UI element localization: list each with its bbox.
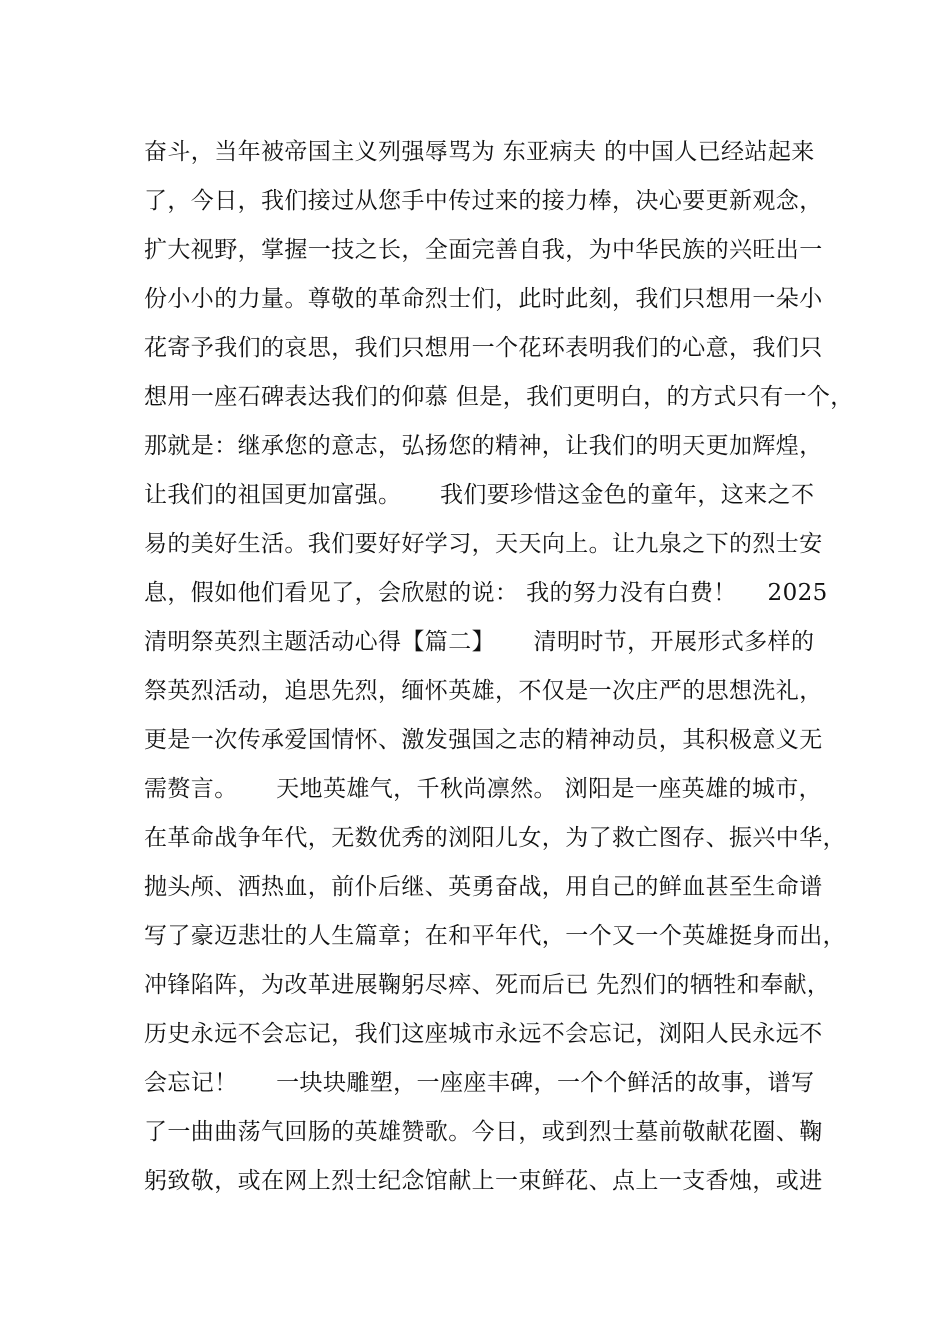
body-text — [144, 133, 854, 1211]
text-line: 在革命战争年代，无数优秀的浏阳儿女，为了救亡图存、振兴中华， — [144, 825, 846, 851]
text-line: 了一曲曲荡气回肠的英雄赞歌。今日，或到烈士墓前敬献花圈、鞠 — [144, 1119, 823, 1145]
text-line: 写了豪迈悲壮的人生篇章；在和平年代，一个又一个英雄挺身而出， — [144, 923, 846, 949]
text-line: 易的美好生活。我们要好好学习，天天向上。让九泉之下的烈士安 — [144, 531, 823, 557]
section-heading-line: 清明祭英烈主题活动心得【篇二】 清明时节，开展形式多样的 — [144, 629, 815, 655]
text-line: 让我们的祖国更加富强。 我们要珍惜这金色的童年，这来之不 — [144, 482, 815, 508]
text-line: 花寄予我们的哀思，我们只想用一个花环表明我们的心意，我们只 — [144, 335, 823, 361]
text-line: 躬致敬，或在网上烈士纪念馆献上一束鲜花、点上一支香烛，或进 — [144, 1168, 823, 1194]
text-line: 祭英烈活动，追思先烈，缅怀英雄，不仅是一次庄严的思想洗礼， — [144, 678, 823, 704]
text-line: 冲锋陷阵，为改革进展鞠躬尽瘁、死而后已 先烈们的牺牲和奉献， — [144, 972, 831, 998]
text-line: 更是一次传承爱国情怀、激发强国之志的精神动员，其积极意义无 — [144, 727, 823, 753]
text-line: 奋斗，当年被帝国主义列强辱骂为 东亚病夫 的中国人已经站起来 — [144, 139, 815, 165]
text-line: 息，假如他们看见了，会欣慰的说： 我的努力没有白费！ 2025 — [144, 580, 828, 606]
text-line: 想用一座石碑表达我们的仰慕 但是，我们更明白，的方式只有一个， — [144, 384, 854, 410]
text-line: 需赘言。 天地英雄气，千秋尚凛然。 浏阳是一座英雄的城市， — [144, 776, 823, 802]
text-line: 那就是：继承您的意志，弘扬您的精神，让我们的明天更加辉煌， — [144, 433, 823, 459]
text-line: 历史永远不会忘记，我们这座城市永远不会忘记，浏阳人民永远不 — [144, 1021, 823, 1047]
text-line: 了，今日，我们接过从您手中传过来的接力棒，决心要更新观念， — [144, 188, 823, 214]
text-line: 会忘记！ 一块块雕塑，一座座丰碑，一个个鲜活的故事，谱写 — [144, 1070, 815, 1096]
text-line: 抛头颅、洒热血，前仆后继、英勇奋战，用自己的鲜血甚至生命谱 — [144, 874, 823, 900]
text-line: 份小小的力量。尊敬的革命烈士们，此时此刻，我们只想用一朵小 — [144, 286, 823, 312]
text-line: 扩大视野，掌握一技之长，全面完善自我，为中华民族的兴旺出一 — [144, 237, 823, 263]
